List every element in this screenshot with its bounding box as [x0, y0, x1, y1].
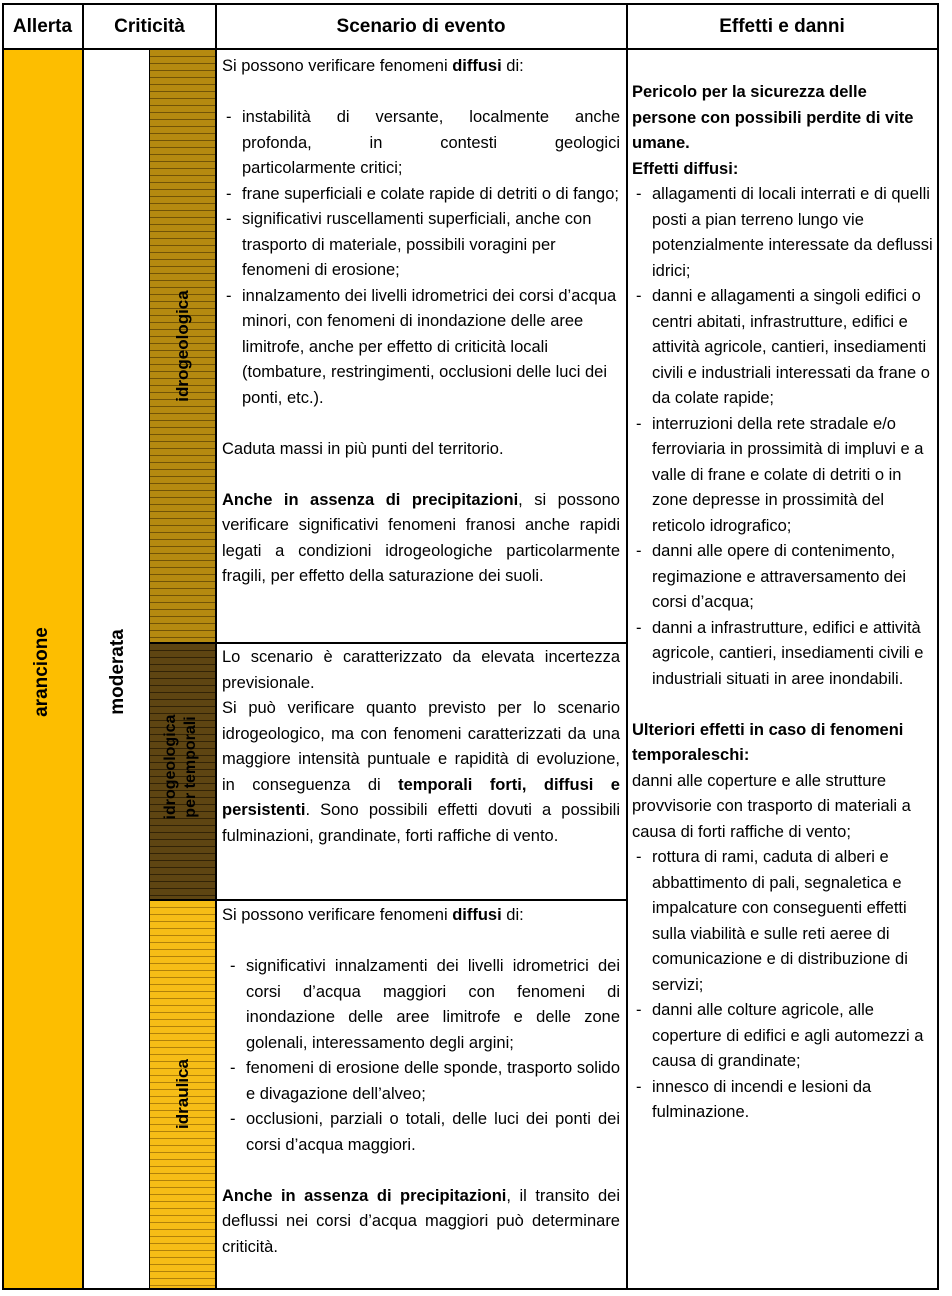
header-allerta — [2, 4, 83, 49]
effetti-diffusi-list — [632, 182, 934, 692]
allerta-value: arancione — [31, 627, 52, 717]
scenario-temp-p1: Lo scenario è caratterizzato da elevata incertezza previsionale. — [222, 648, 620, 692]
list-item: - fenomeni di erosione delle sponde, trasporto solido e divagazione dell’alveo; — [226, 1056, 620, 1107]
scenario-idra-intro: Si possono verificare fenomeni diffusi di: — [222, 906, 524, 924]
header-allerta-label: Allerta — [12, 15, 73, 37]
col-divider-2 — [215, 3, 217, 1290]
header-scenario — [216, 4, 626, 49]
row-divider-2 — [150, 899, 627, 901]
scenario-idro-caduta: Caduta massi in più punti del territorio. — [222, 439, 504, 458]
list-item: - innalzamento dei livelli idrometrici dei corsi d’acqua minori, con fenomeni di inondazione delle aree limitrofe, anche per effetto di criticità locali (tombature, restringimenti, occlusioni delle luci dei ponti, etc.). — [222, 284, 620, 412]
criticita-value: moderata — [107, 629, 128, 715]
label-temporali-line2: per temporali — [182, 716, 199, 818]
list-item: - innesco di incendi e lesioni da fulminazione. — [632, 1075, 934, 1126]
list-item: - rottura di rami, caduta di alberi e abbattimento di pali, segnaletica e impalcature con conseguenti effetti sulla viabilità e sulle reti aeree di comunicazione e di distribuzione di servizi; — [632, 845, 934, 998]
list-item: - allagamenti di locali interrati e di quelli posti a pian terreno lungo vie potenzialmente interessate da deflussi idrici; — [632, 182, 934, 284]
header-scenario-label: Scenario di evento — [336, 15, 506, 37]
list-item: - instabilità di versante, localmente anche profonda, in contesti geologici particolarmente critici; — [222, 105, 620, 182]
header-criticita-label: Criticità — [114, 15, 185, 37]
table-top-border — [2, 3, 939, 5]
scenario-idro-anche: Anche in assenza di precipitazioni, si possono verificare significativi fenomeni franosi anche rapidi legati a condizioni idrogeologiche particolarmente fragili, per effetto della saturazione dei suoli. — [222, 490, 620, 585]
label-temporali — [161, 697, 205, 837]
label-idraulica: idraulica — [173, 1059, 192, 1129]
header-effetti-label: Effetti e danni — [719, 15, 845, 37]
row-divider-1 — [150, 642, 627, 644]
list-item: - danni alle opere di contenimento, regimazione e attraversamento dei corsi d’acqua; — [632, 539, 934, 616]
table-bottom-border — [2, 1288, 939, 1290]
list-item: - interruzioni della rete stradale e/o ferroviaria in prossimità di impluvi e a valle di frane e colate di detriti o in zone depresse in prossimità del reticolo idrografico; — [632, 412, 934, 540]
header-criticita — [83, 4, 216, 49]
table-left-border — [2, 3, 4, 1290]
list-item: - danni e allagamenti a singoli edifici o centri abitati, infrastrutture, edifici e attività agricole, cantieri, insediamenti civili e industriali interessati da frane o da colate rapide; — [632, 284, 934, 412]
list-item: - occlusioni, parziali o totali, delle luci dei ponti dei corsi d’acqua maggiori. — [226, 1107, 620, 1158]
col-divider-strip — [149, 48, 150, 1290]
list-item: - frane superficiali e colate rapide di detriti o di fango; — [222, 182, 620, 208]
scenario-idro-intro: Si possono verificare fenomeni diffusi di: — [222, 57, 524, 75]
scenario-idra-anche: Anche in assenza di precipitazioni, il transito dei deflussi nei corsi d’acqua maggiori può determinare criticità. — [222, 1186, 620, 1256]
effetti-pericolo: Pericolo per la sicurezza delle persone con possibili perdite di vite umane. — [632, 83, 914, 152]
effetti-cell — [632, 80, 934, 1126]
scenario-temp-p2: Si può verificare quanto previsto per lo scenario idrogeologico, ma con fenomeni caratterizzati da una maggiore intensità puntuale e rapidità di evoluzione, in conseguenza di temporali forti, diffusi e persistenti. Sono possibili effetti dovuti a possibili fulminazioni, grandinate, forti raffiche di vento. — [222, 699, 620, 845]
header-effetti — [626, 4, 938, 49]
scenario-idra-list — [222, 954, 620, 1158]
scenario-temporali — [222, 645, 620, 849]
effetti-ulteriori-list — [632, 845, 934, 1126]
list-item: - significativi innalzamenti dei livelli idrometrici dei corsi d’acqua maggiori con fenomeni di inondazione delle aree limitrofe e delle zone golenali, interessamento degli argini; — [226, 954, 620, 1056]
label-idrogeologica: idrogeologica — [173, 290, 192, 402]
col-divider-1 — [82, 3, 84, 1290]
label-temporali-line1: idrogeologica — [162, 714, 179, 820]
table-right-border — [937, 3, 939, 1290]
list-item: - significativi ruscellamenti superficiali, anche con trasporto di materiale, possibili voragini per fenomeni di erosione; — [222, 207, 620, 284]
list-item: - danni alle colture agricole, alle coperture di edifici e agli automezzi a causa di grandinate; — [632, 998, 934, 1075]
scenario-idraulica — [222, 903, 620, 1260]
header-bottom-border — [2, 48, 939, 50]
list-item: - danni a infrastrutture, edifici e attività agricole, cantieri, insediamenti civili e industriali situati in aree inondabili. — [632, 616, 934, 693]
scenario-idro-list — [222, 105, 620, 411]
effetti-diffusi-title: Effetti diffusi: — [632, 159, 739, 178]
col-divider-3 — [626, 3, 628, 1290]
effetti-ulteriori-title: Ulteriori effetti in caso di fenomeni temporaleschi: — [632, 720, 904, 764]
effetti-ulteriori-intro: danni alle coperture e alle strutture provvisorie con trasporto di materiali a causa di forti raffiche di vento; — [632, 771, 911, 841]
scenario-idrogeologica — [222, 54, 620, 590]
